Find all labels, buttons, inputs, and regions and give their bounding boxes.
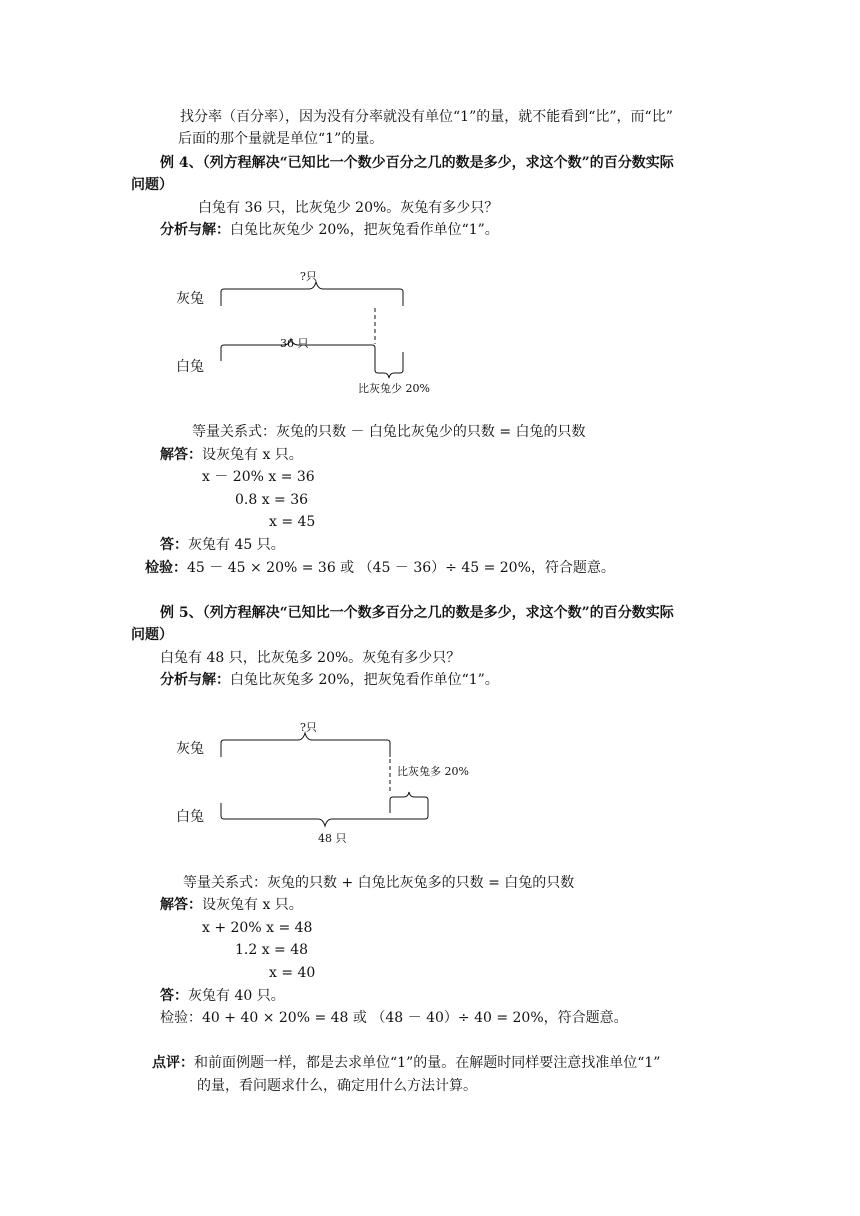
- analysis-label: 分析与解：: [160, 222, 230, 238]
- example5-title-cont: 问题）: [131, 627, 173, 643]
- answer-text: 灰兔有 45 只。: [188, 537, 285, 553]
- solve-label: 解答：: [160, 897, 202, 913]
- example5-equation-1: x + 20% x = 48: [202, 920, 313, 936]
- solve-text: 设灰兔有 x 只。: [202, 897, 303, 913]
- difference-bracket: [390, 792, 428, 813]
- example4-title: 例 4、（列方程解决“已知比一个数少百分之几的数是多少，求这个数”的百分数实际: [160, 155, 674, 171]
- example4-check: [145, 557, 615, 579]
- difference-label: 比灰兔多 20%: [397, 765, 469, 778]
- white-rabbit-bracket: [221, 803, 428, 826]
- example5-problem: 白兔有 48 只，比灰兔多 20%。灰兔有多少只？: [160, 650, 461, 666]
- example4-equation-3: x = 45: [269, 514, 316, 530]
- white-rabbit-count-label: 48 只: [318, 832, 347, 845]
- analysis-text: 白兔比灰兔少 20%，把灰兔看作单位“1”。: [230, 222, 499, 238]
- example5-equation-2: 1.2 x = 48: [235, 942, 309, 958]
- white-rabbit-bracket: [221, 339, 375, 361]
- comment-line-2: 的量，看问题求什么，确定用什么方法计算。: [197, 1078, 477, 1094]
- example4-title-cont: 问题）: [131, 177, 173, 193]
- difference-label: 比灰兔少 20%: [358, 382, 430, 395]
- white-rabbit-count-label: 36 只: [280, 337, 309, 350]
- example4-answer: [160, 534, 285, 556]
- gray-rabbit-count-label: ?只: [300, 270, 317, 283]
- white-rabbit-label: 白兔: [176, 359, 204, 375]
- comment-label: 点评：: [152, 1055, 194, 1071]
- gray-rabbit-count-label: ?只: [300, 721, 317, 734]
- solve-label: 解答：: [160, 447, 202, 463]
- example5-title: 例 5、（列方程解决“已知比一个数多百分之几的数是多少，求这个数”的百分数实际: [160, 605, 674, 621]
- example4-solve: [160, 444, 303, 466]
- check-text: 45 － 45 × 20% = 36 或 （45 － 36）÷ 45 = 20%，符合题意。: [187, 560, 615, 576]
- gray-rabbit-label: 灰兔: [176, 291, 204, 307]
- example5-check: 检验：40 + 40 × 20% = 48 或 （48 － 40）÷ 40 = 20%，符合题意。: [160, 1010, 628, 1026]
- answer-label: 答：: [160, 537, 188, 553]
- answer-text: 灰兔有 40 只。: [188, 988, 285, 1004]
- example5-analysis: [160, 669, 499, 691]
- example4-relation: 等量关系式：灰兔的只数 － 白兔比灰兔少的只数 = 白兔的只数: [192, 424, 586, 440]
- white-rabbit-label: 白兔: [176, 809, 204, 825]
- gray-rabbit-bracket: [221, 282, 403, 306]
- example5-relation: 等量关系式：灰兔的只数 + 白兔比灰兔多的只数 = 白兔的只数: [183, 875, 575, 891]
- check-label: 检验：: [145, 560, 187, 576]
- comment-text-1: 和前面例题一样，都是去求单位“1”的量。在解题时同样要注意找准单位“1”: [194, 1055, 661, 1071]
- solve-text: 设灰兔有 x 只。: [202, 447, 303, 463]
- comment-line-1: [152, 1052, 660, 1074]
- gray-rabbit-label: 灰兔: [176, 741, 204, 757]
- analysis-text: 白兔比灰兔多 20%，把灰兔看作单位“1”。: [230, 672, 499, 688]
- intro-line-1: 找分率（百分率），因为没有分率就没有单位“1”的量，就不能看到“比”，而“比”: [180, 109, 673, 125]
- example4-equation-1: x － 20% x = 36: [202, 469, 315, 485]
- analysis-label: 分析与解：: [160, 672, 230, 688]
- example5-equation-3: x = 40: [269, 965, 316, 981]
- intro-line-2: 后面的那个量就是单位“1”的量。: [178, 131, 384, 147]
- example5-answer: [160, 985, 285, 1007]
- example5-solve: [160, 894, 303, 916]
- example4-problem: 白兔有 36 只，比灰兔少 20%。灰兔有多少只？: [198, 200, 499, 216]
- example4-equation-2: 0.8 x = 36: [235, 492, 309, 508]
- answer-label: 答：: [160, 988, 188, 1004]
- gray-rabbit-bracket: [221, 733, 390, 757]
- example4-analysis: [160, 219, 499, 241]
- difference-bracket: [375, 352, 403, 378]
